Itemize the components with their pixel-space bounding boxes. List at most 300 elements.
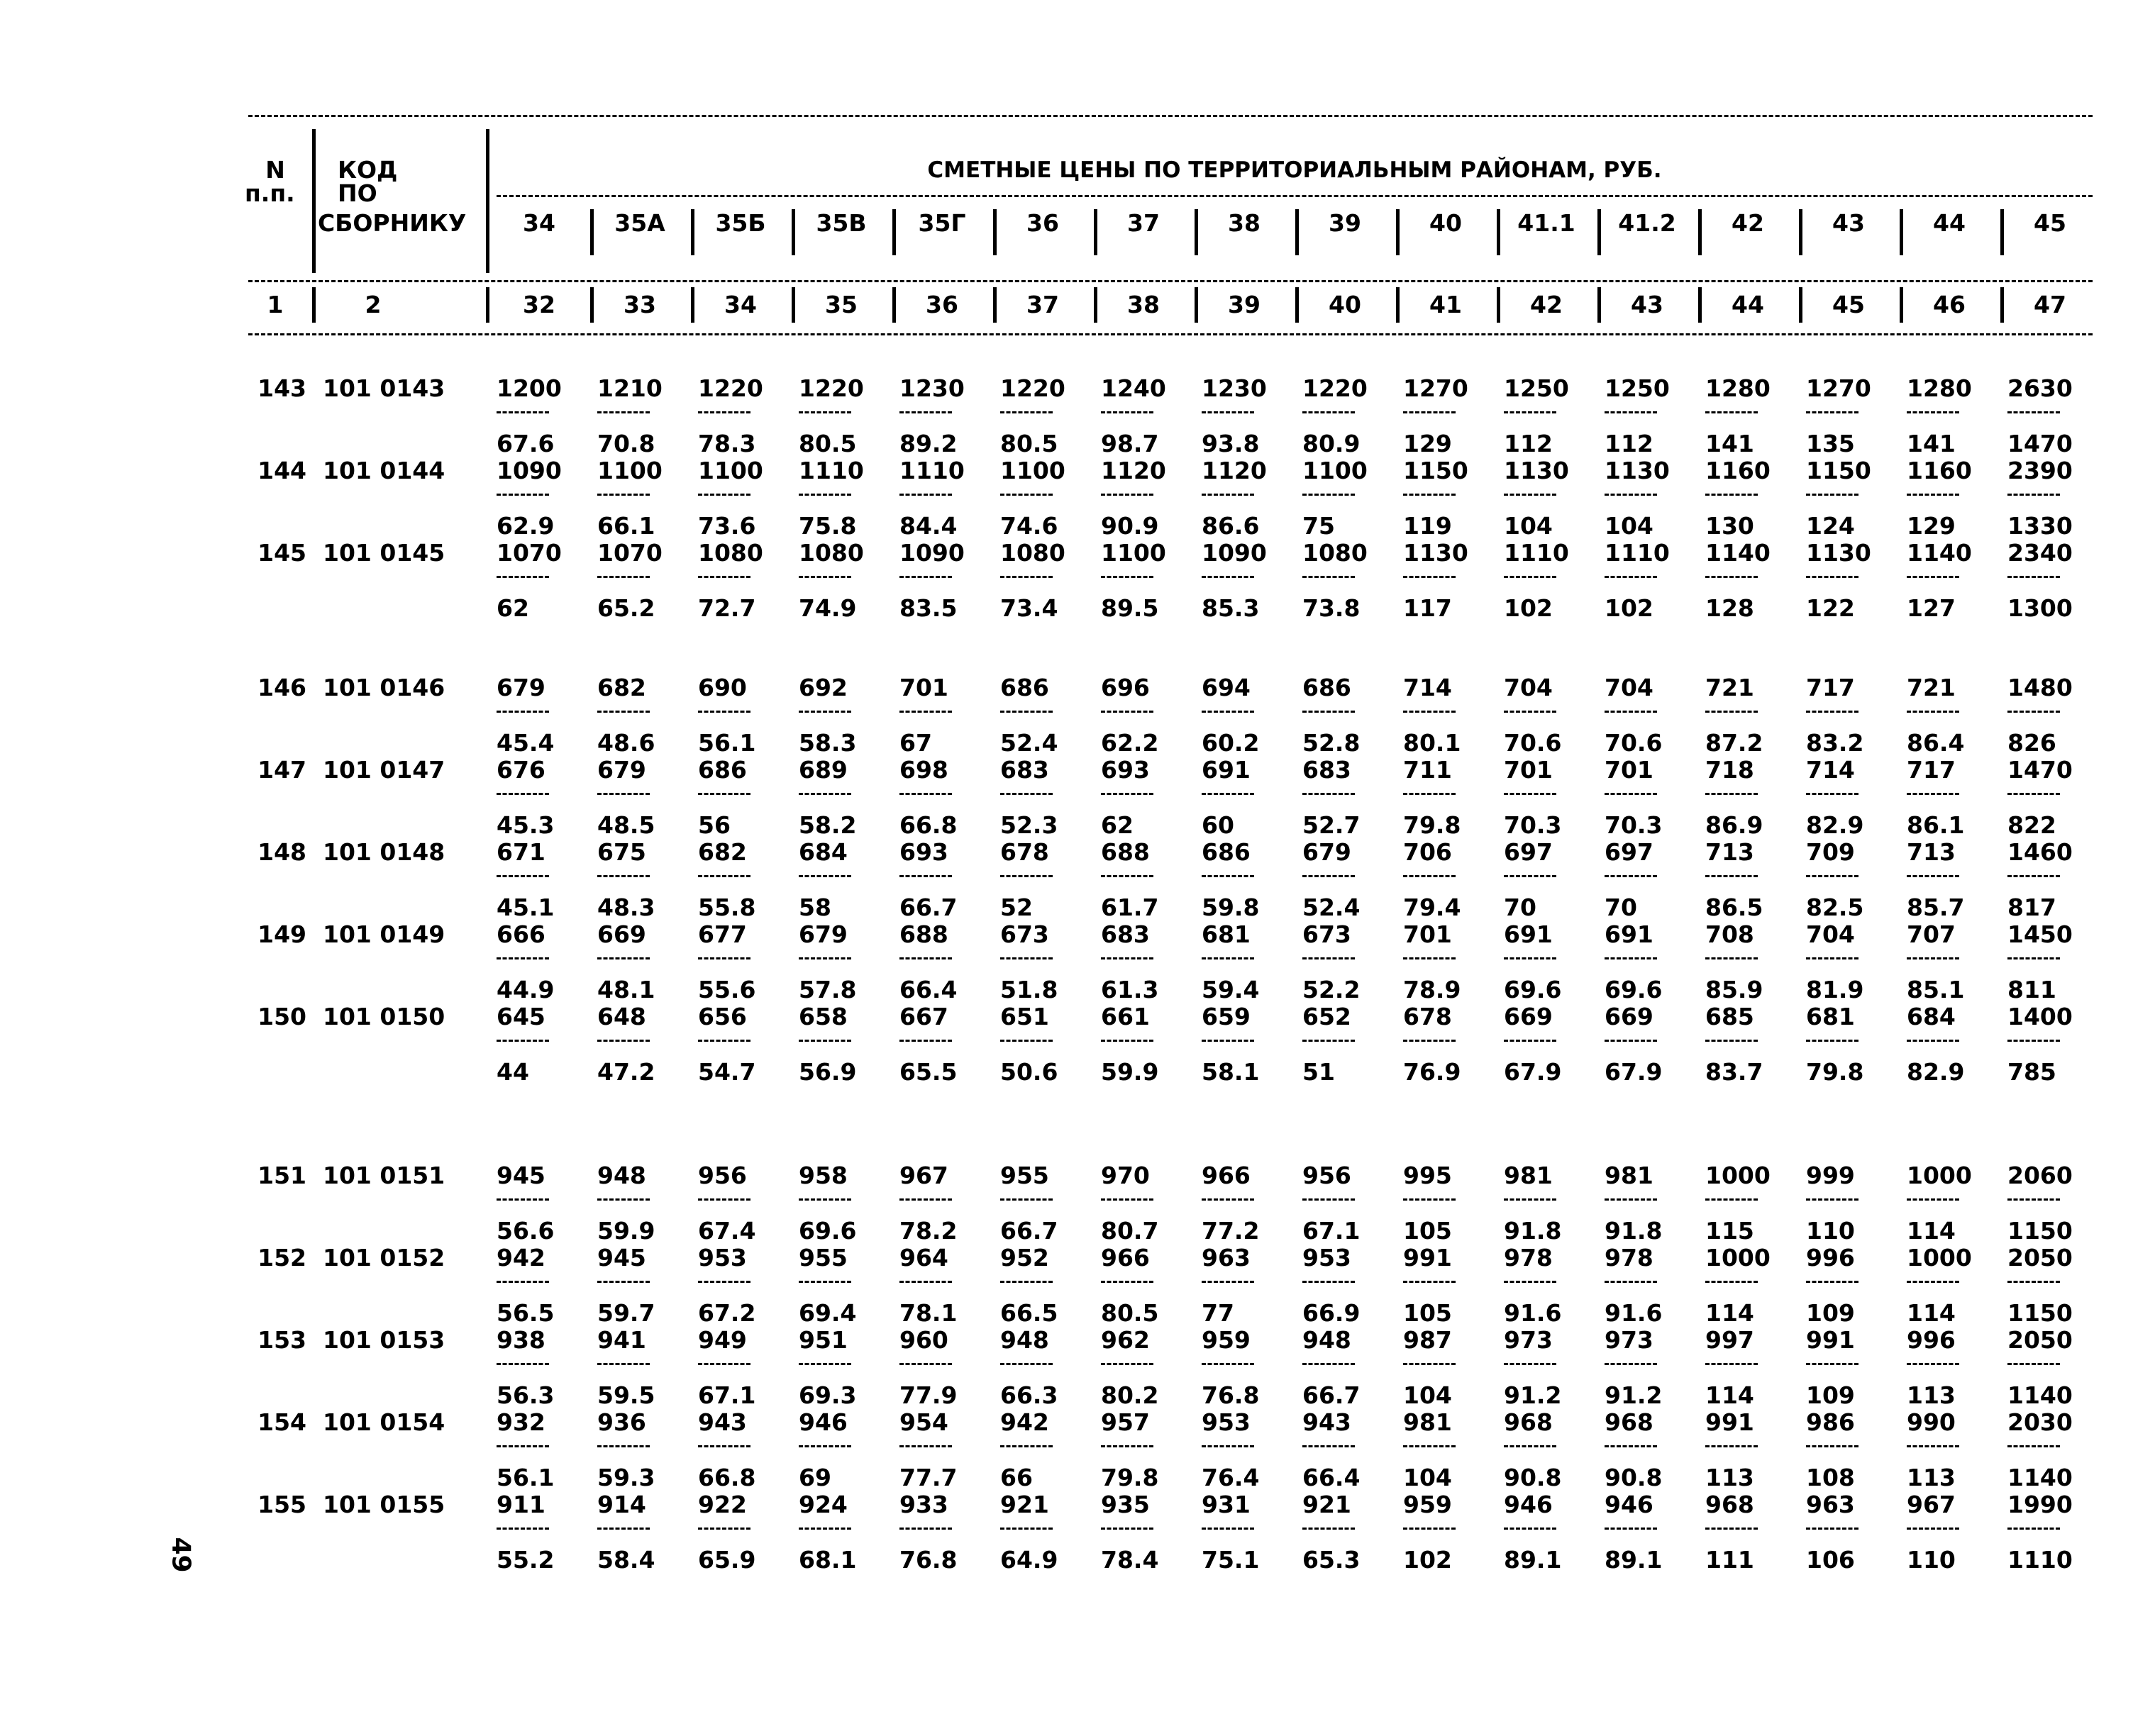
price-bottom: 55.8 [698, 894, 756, 921]
price-bottom: 67.9 [1605, 1058, 1663, 1086]
fraction-bar [497, 1445, 549, 1447]
price-bottom: 61.7 [1101, 894, 1159, 921]
price-top: 991 [1705, 1408, 1754, 1436]
price-top: 922 [698, 1491, 747, 1518]
price-top: 948 [597, 1162, 646, 1189]
price-top: 1250 [1605, 374, 1670, 402]
fraction-bar [1907, 793, 1959, 795]
price-top: 1110 [899, 457, 965, 484]
fraction-bar [497, 494, 549, 496]
price-bottom: 55.6 [698, 976, 756, 1003]
row-code: 101 0152 [323, 1244, 445, 1272]
price-bottom: 81.9 [1806, 976, 1864, 1003]
price-bottom: 89.1 [1605, 1546, 1663, 1574]
price-top: 652 [1302, 1003, 1351, 1030]
header-col-sep-7 [1195, 209, 1198, 255]
price-bottom: 48.1 [597, 976, 655, 1003]
price-top: 959 [1202, 1326, 1251, 1354]
price-top: 698 [899, 756, 948, 784]
price-bottom: 78.1 [899, 1299, 958, 1327]
price-bottom: 1470 [2007, 430, 2073, 457]
price-bottom: 89.5 [1101, 594, 1159, 622]
fraction-bar [1806, 1528, 1858, 1530]
fraction-bar [1605, 1528, 1657, 1530]
price-top: 1230 [899, 374, 965, 402]
price-top: 957 [1101, 1408, 1150, 1436]
price-top: 960 [899, 1326, 948, 1354]
price-top: 690 [698, 674, 747, 701]
price-bottom: 89.2 [899, 430, 958, 457]
price-top: 686 [1202, 838, 1251, 866]
price-bottom: 59.4 [1202, 976, 1260, 1003]
price-bottom: 66.9 [1302, 1299, 1361, 1327]
fraction-bar [597, 1040, 650, 1042]
price-top: 701 [1403, 920, 1452, 948]
price-bottom: 79.8 [1806, 1058, 1864, 1086]
price-top: 999 [1806, 1162, 1855, 1189]
price-top: 1130 [1403, 539, 1468, 567]
price-bottom: 77 [1202, 1299, 1234, 1327]
header-po-label: ПО [338, 179, 377, 207]
price-bottom: 141 [1705, 430, 1754, 457]
header-col-sep-11 [1597, 209, 1601, 255]
price-bottom: 60.2 [1202, 729, 1260, 757]
fraction-bar [1705, 1198, 1758, 1201]
price-top: 973 [1504, 1326, 1553, 1354]
fraction-bar [597, 1363, 650, 1365]
header-region-7: 37 [1127, 209, 1160, 237]
price-bottom: 45.3 [497, 811, 555, 839]
header-num-3: 32 [523, 291, 555, 318]
price-top: 1220 [1000, 374, 1065, 402]
price-bottom: 86.9 [1705, 811, 1763, 839]
price-top: 697 [1605, 838, 1653, 866]
price-top: 990 [1907, 1408, 1956, 1436]
fraction-bar [1403, 711, 1456, 713]
price-bottom: 79.8 [1101, 1464, 1159, 1491]
fraction-bar [1202, 494, 1254, 496]
row-code: 101 0148 [323, 838, 445, 866]
header-num-sep-7 [1195, 287, 1198, 323]
price-bottom: 56.6 [497, 1217, 555, 1245]
price-bottom: 52.4 [1000, 729, 1058, 757]
price-bottom: 114 [1705, 1381, 1754, 1409]
price-top: 688 [899, 920, 948, 948]
price-bottom: 826 [2007, 729, 2056, 757]
fraction-bar [497, 711, 549, 713]
price-bottom: 58.2 [799, 811, 857, 839]
price-bottom: 59.8 [1202, 894, 1260, 921]
price-top: 1220 [1302, 374, 1368, 402]
fraction-bar [1504, 1528, 1556, 1530]
price-bottom: 110 [1907, 1546, 1956, 1574]
header-top-rule [248, 115, 2093, 117]
price-bottom: 105 [1403, 1217, 1452, 1245]
fraction-bar [1907, 494, 1959, 496]
price-bottom: 77.2 [1202, 1217, 1260, 1245]
row-code: 101 0146 [323, 674, 445, 701]
price-bottom: 115 [1705, 1217, 1754, 1245]
price-bottom: 45.1 [497, 894, 555, 921]
price-top: 953 [1302, 1244, 1351, 1272]
price-top: 942 [1000, 1408, 1049, 1436]
price-top: 978 [1605, 1244, 1653, 1272]
row-number: 155 [257, 1491, 306, 1518]
price-bottom: 54.7 [698, 1058, 756, 1086]
fraction-bar [2007, 875, 2060, 877]
price-bottom: 119 [1403, 512, 1452, 540]
fraction-bar [899, 1281, 952, 1283]
fraction-bar [597, 411, 650, 413]
price-top: 924 [799, 1491, 848, 1518]
fraction-bar [1202, 576, 1254, 578]
price-top: 956 [1302, 1162, 1351, 1189]
fraction-bar [1605, 793, 1657, 795]
price-bottom: 73.6 [698, 512, 756, 540]
fraction-bar [698, 793, 750, 795]
header-num-7: 36 [926, 291, 958, 318]
price-top: 1080 [1302, 539, 1368, 567]
fraction-bar [597, 1445, 650, 1447]
price-bottom: 73.4 [1000, 594, 1058, 622]
fraction-bar [1504, 793, 1556, 795]
fraction-bar [1302, 875, 1355, 877]
fraction-bar [1705, 875, 1758, 877]
price-top: 935 [1101, 1491, 1150, 1518]
fraction-bar [1504, 494, 1556, 496]
price-top: 978 [1504, 1244, 1553, 1272]
price-top: 1250 [1504, 374, 1569, 402]
fraction-bar [1705, 494, 1758, 496]
price-bottom: 52.8 [1302, 729, 1361, 757]
price-bottom: 80.7 [1101, 1217, 1159, 1245]
price-top: 1080 [1000, 539, 1065, 567]
header-num-1: 1 [267, 291, 284, 318]
price-top: 679 [597, 756, 646, 784]
row-number: 150 [257, 1003, 306, 1030]
price-bottom: 69.4 [799, 1299, 857, 1327]
fraction-bar [1101, 494, 1153, 496]
price-bottom: 74.9 [799, 594, 857, 622]
price-top: 721 [1705, 674, 1754, 701]
price-top: 986 [1806, 1408, 1855, 1436]
price-bottom: 66.1 [597, 512, 655, 540]
price-bottom: 66 [1000, 1464, 1033, 1491]
header-region-5: 35Г [918, 209, 966, 237]
row-number: 151 [257, 1162, 306, 1189]
fraction-bar [1000, 957, 1053, 959]
price-bottom: 69.6 [1605, 976, 1663, 1003]
row-code: 101 0155 [323, 1491, 445, 1518]
price-bottom: 91.8 [1605, 1217, 1663, 1245]
price-bottom: 70.6 [1504, 729, 1562, 757]
price-top: 1230 [1202, 374, 1267, 402]
fraction-bar [1806, 1363, 1858, 1365]
price-top: 1080 [799, 539, 864, 567]
fraction-bar [698, 494, 750, 496]
header-col-sep-13 [1799, 209, 1802, 255]
fraction-bar [1907, 1198, 1959, 1201]
price-top: 686 [1000, 674, 1049, 701]
fraction-bar [2007, 957, 2060, 959]
price-bottom: 822 [2007, 811, 2056, 839]
price-top: 707 [1907, 920, 1956, 948]
price-top: 966 [1202, 1162, 1251, 1189]
price-bottom: 79.8 [1403, 811, 1461, 839]
fraction-bar [1302, 1198, 1355, 1201]
price-bottom: 69.6 [1504, 976, 1562, 1003]
price-top: 2030 [2007, 1408, 2073, 1436]
price-bottom: 44 [497, 1058, 529, 1086]
price-bottom: 75 [1302, 512, 1335, 540]
header-region-9: 39 [1329, 209, 1361, 237]
header-num-14: 43 [1631, 291, 1663, 318]
price-bottom: 79.4 [1403, 894, 1461, 921]
price-bottom: 59.5 [597, 1381, 655, 1409]
price-top: 713 [1907, 838, 1956, 866]
header-code-label: КОД [338, 156, 398, 184]
fraction-bar [2007, 1445, 2060, 1447]
fraction-bar [1000, 576, 1053, 578]
fraction-bar [1605, 1363, 1657, 1365]
row-code: 101 0151 [323, 1162, 445, 1189]
price-top: 683 [1101, 920, 1150, 948]
price-bottom: 113 [1907, 1381, 1956, 1409]
price-top: 678 [1403, 1003, 1452, 1030]
price-top: 676 [497, 756, 545, 784]
price-top: 1130 [1806, 539, 1871, 567]
price-top: 970 [1101, 1162, 1150, 1189]
fraction-bar [597, 711, 650, 713]
price-top: 981 [1605, 1162, 1653, 1189]
price-top: 661 [1101, 1003, 1150, 1030]
price-top: 945 [597, 1244, 646, 1272]
price-bottom: 70 [1504, 894, 1536, 921]
header-vbar-1b [312, 287, 316, 323]
header-num-13: 42 [1530, 291, 1563, 318]
price-top: 693 [1101, 756, 1150, 784]
price-bottom: 135 [1806, 430, 1855, 457]
fraction-bar [899, 1528, 952, 1530]
price-top: 721 [1907, 674, 1956, 701]
header-region-3: 35Б [715, 209, 766, 237]
price-bottom: 56.3 [497, 1381, 555, 1409]
price-top: 684 [1907, 1003, 1956, 1030]
fraction-bar [2007, 793, 2060, 795]
fraction-bar [1101, 1528, 1153, 1530]
price-top: 709 [1806, 838, 1855, 866]
header-vbar-2b [486, 287, 489, 323]
fraction-bar [799, 411, 851, 413]
fraction-bar [799, 494, 851, 496]
price-bottom: 76.8 [899, 1546, 958, 1574]
price-top: 681 [1806, 1003, 1855, 1030]
price-top: 911 [497, 1491, 545, 1518]
fraction-bar [497, 957, 549, 959]
fraction-bar [1907, 957, 1959, 959]
price-top: 987 [1403, 1326, 1452, 1354]
price-top: 2050 [2007, 1244, 2073, 1272]
price-top: 1090 [1202, 539, 1267, 567]
fraction-bar [1000, 1281, 1053, 1283]
header-vbar-1 [312, 129, 316, 273]
fraction-bar [1907, 1363, 1959, 1365]
fraction-bar [1504, 1445, 1556, 1447]
price-bottom: 60 [1202, 811, 1234, 839]
price-top: 967 [1907, 1491, 1956, 1518]
fraction-bar [899, 411, 952, 413]
price-top: 1090 [497, 457, 562, 484]
fraction-bar [1806, 1281, 1858, 1283]
price-bottom: 80.5 [1000, 430, 1058, 457]
price-top: 962 [1101, 1326, 1150, 1354]
price-bottom: 90.8 [1504, 1464, 1562, 1491]
price-bottom: 1110 [2007, 1546, 2073, 1574]
price-bottom: 130 [1705, 512, 1754, 540]
price-top: 963 [1202, 1244, 1251, 1272]
price-bottom: 98.7 [1101, 430, 1159, 457]
price-bottom: 70.3 [1605, 811, 1663, 839]
fraction-bar [1605, 1445, 1657, 1447]
price-bottom: 89.1 [1504, 1546, 1562, 1574]
price-bottom: 91.8 [1504, 1217, 1562, 1245]
fraction-bar [1705, 576, 1758, 578]
row-number: 152 [257, 1244, 306, 1272]
price-top: 679 [497, 674, 545, 701]
price-top: 673 [1302, 920, 1351, 948]
header-cols-rule [248, 280, 2093, 282]
header-pp-label: п.п. [245, 179, 295, 207]
price-top: 953 [1202, 1408, 1251, 1436]
price-top: 708 [1705, 920, 1754, 948]
fraction-bar [1806, 1040, 1858, 1042]
price-top: 995 [1403, 1162, 1452, 1189]
fraction-bar [1202, 1281, 1254, 1283]
price-top: 943 [698, 1408, 747, 1436]
fraction-bar [1705, 1281, 1758, 1283]
price-top: 946 [1504, 1491, 1553, 1518]
price-top: 968 [1705, 1491, 1754, 1518]
price-top: 1160 [1705, 457, 1771, 484]
fraction-bar [1705, 411, 1758, 413]
price-top: 713 [1705, 838, 1754, 866]
fraction-bar [1403, 576, 1456, 578]
price-bottom: 85.3 [1202, 594, 1260, 622]
header-region-10: 40 [1429, 209, 1462, 237]
fraction-bar [698, 875, 750, 877]
price-bottom: 109 [1806, 1381, 1855, 1409]
price-bottom: 52.4 [1302, 894, 1361, 921]
price-top: 683 [1302, 756, 1351, 784]
price-top: 1100 [1000, 457, 1065, 484]
price-top: 1090 [899, 539, 965, 567]
price-bottom: 104 [1504, 512, 1553, 540]
fraction-bar [1605, 1281, 1657, 1283]
fraction-bar [1605, 411, 1657, 413]
fraction-bar [1202, 711, 1254, 713]
price-top: 701 [1605, 756, 1653, 784]
fraction-bar [1806, 793, 1858, 795]
fraction-bar [1403, 875, 1456, 877]
fraction-bar [2007, 1198, 2060, 1201]
fraction-bar [1705, 1445, 1758, 1447]
price-top: 996 [1806, 1244, 1855, 1272]
price-top: 945 [497, 1162, 545, 1189]
fraction-bar [1202, 1363, 1254, 1365]
price-bottom: 55.2 [497, 1546, 555, 1574]
price-bottom: 129 [1403, 430, 1452, 457]
price-bottom: 78.2 [899, 1217, 958, 1245]
price-bottom: 122 [1806, 594, 1855, 622]
price-bottom: 52.2 [1302, 976, 1361, 1003]
header-col-sep-12 [1698, 209, 1702, 255]
fraction-bar [1605, 494, 1657, 496]
row-number: 145 [257, 539, 306, 567]
price-bottom: 86.4 [1907, 729, 1965, 757]
price-bottom: 67.4 [698, 1217, 756, 1245]
price-bottom: 114 [1907, 1299, 1956, 1327]
fraction-bar [1101, 711, 1153, 713]
fraction-bar [1403, 1445, 1456, 1447]
fraction-bar [1000, 1445, 1053, 1447]
price-top: 679 [1302, 838, 1351, 866]
price-top: 1000 [1907, 1244, 1972, 1272]
fraction-bar [799, 1281, 851, 1283]
price-top: 948 [1000, 1326, 1049, 1354]
price-top: 949 [698, 1326, 747, 1354]
fraction-bar [497, 793, 549, 795]
fraction-bar [1907, 411, 1959, 413]
price-top: 968 [1605, 1408, 1653, 1436]
price-bottom: 52.7 [1302, 811, 1361, 839]
price-top: 667 [899, 1003, 948, 1030]
fraction-bar [899, 1363, 952, 1365]
price-bottom: 58 [799, 894, 831, 921]
fraction-bar [2007, 1281, 2060, 1283]
header-col-sep-6 [1094, 209, 1097, 255]
price-bottom: 83.7 [1705, 1058, 1763, 1086]
price-bottom: 76.8 [1202, 1381, 1260, 1409]
header-region-2: 35А [614, 209, 665, 237]
fraction-bar [2007, 1363, 2060, 1365]
fraction-bar [2007, 494, 2060, 496]
price-top: 981 [1504, 1162, 1553, 1189]
price-top: 651 [1000, 1003, 1049, 1030]
fraction-bar [799, 1040, 851, 1042]
price-bottom: 66.5 [1000, 1299, 1058, 1327]
price-bottom: 65.3 [1302, 1546, 1361, 1574]
price-top: 1110 [1605, 539, 1670, 567]
row-code: 101 0145 [323, 539, 445, 567]
price-top: 645 [497, 1003, 545, 1030]
row-code: 101 0154 [323, 1408, 445, 1436]
fraction-bar [2007, 1528, 2060, 1530]
fraction-bar [1403, 411, 1456, 413]
price-bottom: 73.8 [1302, 594, 1361, 622]
fraction-bar [2007, 711, 2060, 713]
header-col-sep-3 [792, 209, 795, 255]
fraction-bar [1907, 1445, 1959, 1447]
price-top: 1110 [1504, 539, 1569, 567]
price-bottom: 108 [1806, 1464, 1855, 1491]
price-top: 1240 [1101, 374, 1166, 402]
header-num-sep-15 [2000, 287, 2004, 323]
price-bottom: 66.7 [1302, 1381, 1361, 1409]
fraction-bar [899, 793, 952, 795]
fraction-bar [1202, 1528, 1254, 1530]
fraction-bar [799, 1363, 851, 1365]
price-top: 991 [1403, 1244, 1452, 1272]
